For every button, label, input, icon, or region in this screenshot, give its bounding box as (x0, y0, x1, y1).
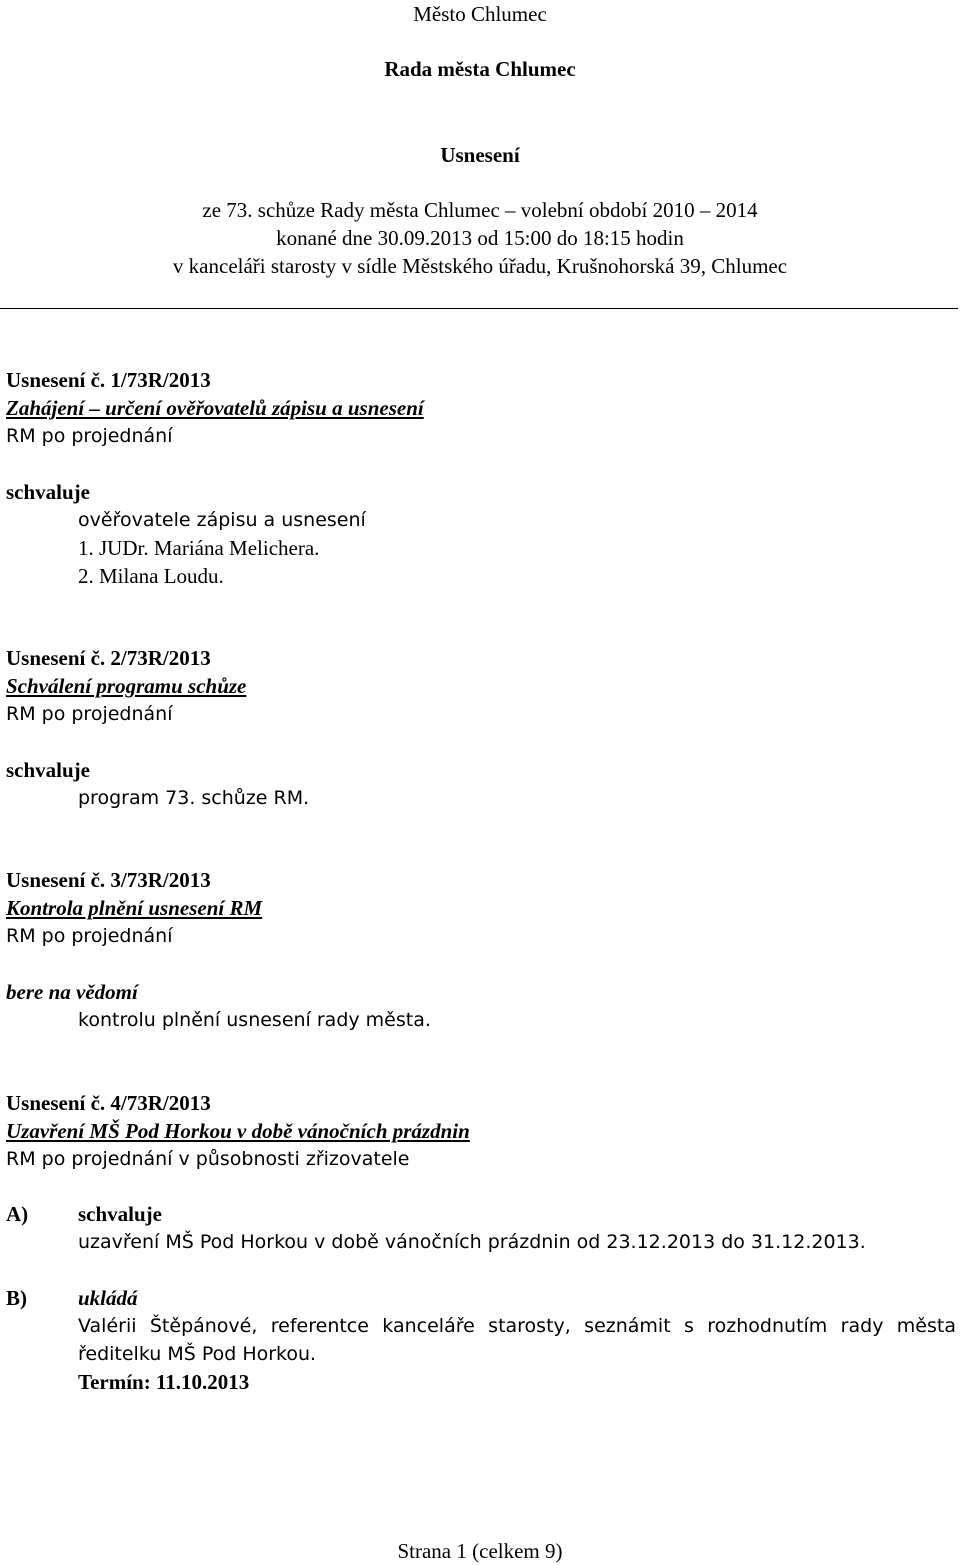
resolution-4-part-b (78, 1284, 956, 1396)
resolution-verb: schvaluje (6, 758, 90, 782)
resolution-line: ředitelku MŠ Pod Horkou. (78, 1343, 317, 1365)
resolution-number: Usnesení č. 2/73R/2013 (6, 646, 211, 670)
header-line-2: konané dne 30.09.2013 od 15:00 do 18:15 hodin (276, 226, 684, 250)
resolution-number: Usnesení č. 3/73R/2013 (6, 868, 211, 892)
resolution-line: program 73. schůze RM. (78, 787, 310, 809)
resolution-intro: RM po projednání (6, 925, 173, 947)
header-city: Město Chlumec (413, 2, 547, 26)
resolution-verb: bere na vědomí (6, 980, 138, 1004)
deadline: Termín: 11.10.2013 (78, 1370, 250, 1394)
resolution-number: Usnesení č. 1/73R/2013 (6, 368, 211, 392)
resolution-subject: Schválení programu schůze (6, 674, 247, 698)
resolution-number: Usnesení č. 4/73R/2013 (6, 1091, 211, 1115)
resolution-4-part-a (78, 1200, 956, 1256)
resolution-line: 2. Milana Loudu. (78, 564, 224, 588)
header-line-3: v kanceláři starosty v sídle Městského úřadu, Krušnohorská 39, Chlumec (172, 254, 788, 278)
resolution-line: Valérii Štěpánové, referentce kanceláře starosty, seznámit s rozhodnutím rady města (78, 1315, 956, 1337)
resolution-2 (6, 644, 956, 812)
resolution-1 (6, 366, 956, 590)
resolution-verb: schvaluje (6, 480, 90, 504)
resolution-intro: RM po projednání (6, 425, 173, 447)
resolution-4 (6, 1089, 956, 1173)
resolution-intro: RM po projednání v působnosti zřizovatele (6, 1148, 410, 1170)
resolution-3 (6, 866, 956, 1034)
part-label: B) (6, 1286, 27, 1310)
resolution-line: kontrolu plnění usnesení rady města. (78, 1009, 431, 1031)
resolution-verb: schvaluje (78, 1202, 162, 1226)
resolution-subject: Zahájení – určení ověřovatelů zápisu a usnesení (6, 396, 424, 420)
resolution-line: uzavření MŠ Pod Horkou v době vánočních prázdnin od 23.12.2013 do 31.12.2013. (78, 1231, 866, 1253)
resolution-subject: Uzavření MŠ Pod Horkou v době vánočních prázdnin (6, 1119, 470, 1143)
resolution-verb: ukládá (78, 1286, 138, 1310)
header-board: Rada města Chlumec (384, 57, 576, 81)
horizontal-divider (0, 308, 958, 309)
resolution-line: 1. JUDr. Mariána Melichera. (78, 536, 320, 560)
page-footer: Strana 1 (celkem 9) (397, 1539, 563, 1563)
resolution-intro: RM po projednání (6, 703, 173, 725)
document-title: Usnesení (440, 143, 520, 167)
part-label: A) (6, 1202, 29, 1226)
header-line-1: ze 73. schůze Rady města Chlumec – volební období 2010 – 2014 (202, 198, 758, 222)
resolution-line: ověřovatele zápisu a usnesení (78, 509, 366, 531)
resolution-subject: Kontrola plnění usnesení RM (6, 896, 263, 920)
